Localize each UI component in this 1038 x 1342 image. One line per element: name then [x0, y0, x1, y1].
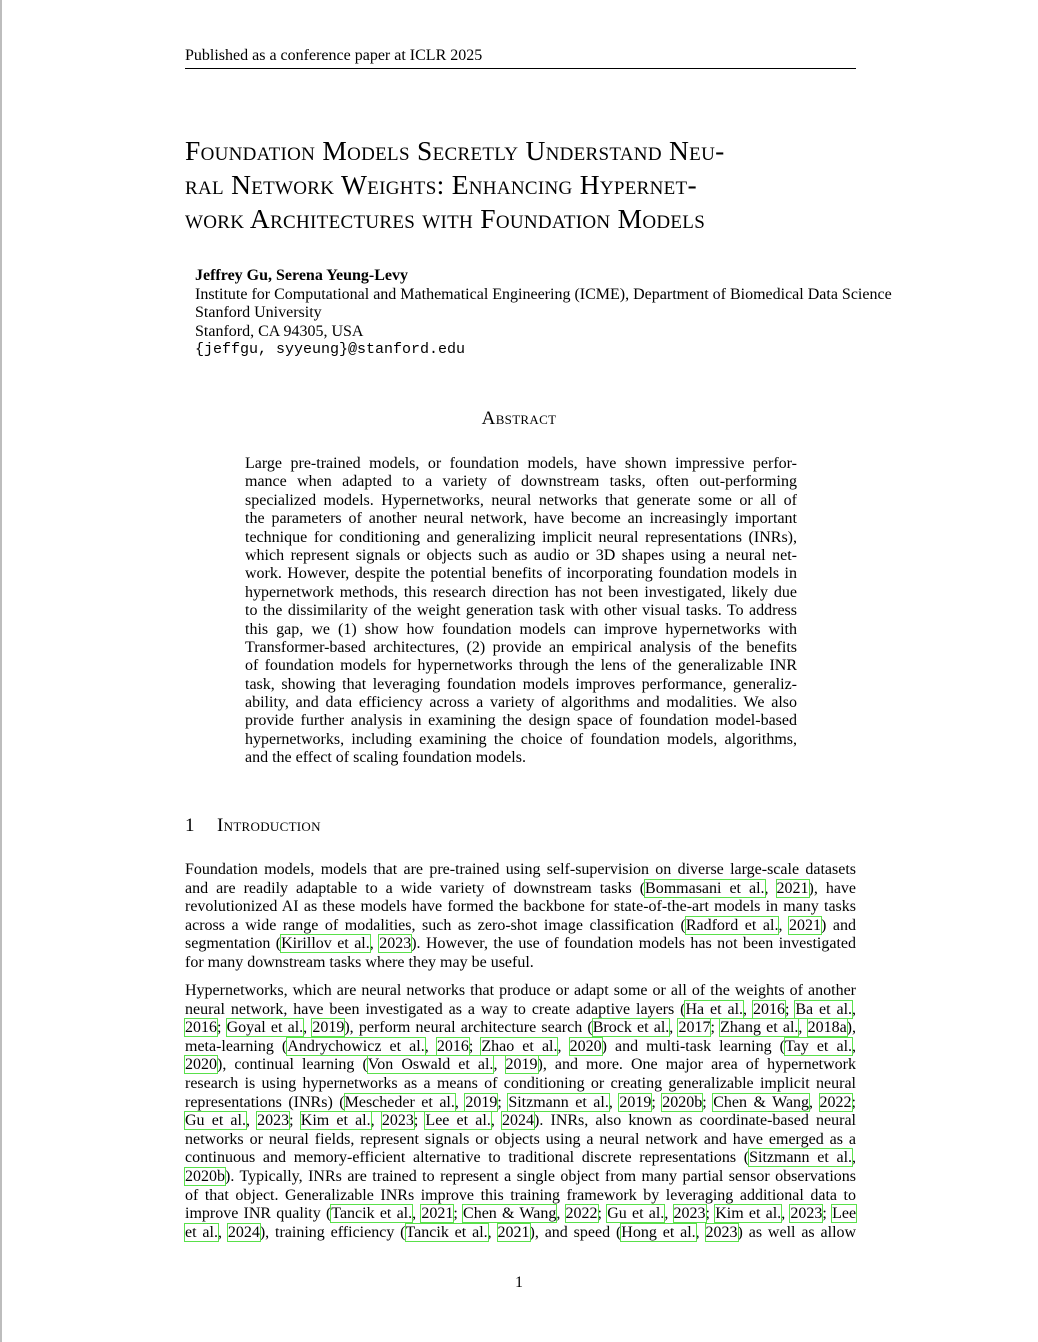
text-run: ,	[669, 1019, 679, 1037]
text-run: ,	[695, 1223, 706, 1241]
citation-link[interactable]: Chen & Wang	[713, 1093, 810, 1111]
text-run: ,	[556, 1205, 566, 1223]
abstract-line: and the effect of scaling foundation models.	[245, 749, 526, 767]
citation-link[interactable]: Tay et al.	[784, 1037, 853, 1055]
author-university: Stanford University	[195, 304, 322, 321]
title-line: Foundation Models Secretly Understand Neu-	[185, 135, 725, 166]
citation-link[interactable]: 2020	[185, 1056, 217, 1074]
text-line	[185, 1038, 856, 1057]
text-run: ,	[764, 879, 777, 897]
abstract-body	[245, 455, 797, 768]
abstract-line: the parameters of another neural network, have become an increasingly important	[245, 510, 797, 528]
citation-link[interactable]: Lee et al.	[425, 1112, 491, 1130]
abstract-line: mance when adapted to a variety of downstream tasks, often out-performing	[245, 473, 797, 491]
citation-link[interactable]: 2019	[312, 1019, 345, 1037]
citation-link[interactable]: Goyal et al.	[226, 1019, 304, 1037]
citation-link[interactable]: Andrychowicz et al.	[287, 1037, 425, 1055]
text-run: ,	[454, 1093, 466, 1111]
citation-link[interactable]: 2022	[819, 1093, 852, 1111]
text-run: ;	[289, 1112, 301, 1130]
citation-link[interactable]: Tancik et al.	[405, 1223, 488, 1241]
citation-link[interactable]: 2016	[185, 1019, 217, 1037]
page-edge	[0, 0, 2, 1342]
citation-link[interactable]: Mescheder et al.	[344, 1093, 455, 1111]
section-number: 1	[185, 815, 195, 836]
text-run: Foundation models, models that are pre-trained using self-supervision on diverse large-scale datasets	[185, 861, 856, 878]
text-run: ;	[822, 1205, 833, 1223]
citation-link[interactable]: Sitzmann et al.	[508, 1093, 609, 1111]
citation-link[interactable]: 2021	[776, 879, 809, 897]
citation-link[interactable]: 2021	[789, 916, 822, 934]
text-run: ,	[852, 1149, 857, 1167]
citation-link[interactable]: 2024	[502, 1112, 534, 1130]
citation-link[interactable]: Von Oswald et al.	[367, 1056, 494, 1074]
text-run: ,	[424, 1037, 437, 1055]
abstract-line: Large pre-trained models, or foundation models, have shown impressive perfor-	[245, 455, 797, 472]
citation-link[interactable]: 2024	[227, 1223, 260, 1241]
text-run: ;	[705, 1205, 716, 1223]
citation-link[interactable]: 2023	[673, 1205, 706, 1223]
text-run: of that object. Generalizable INRs improve this training framework by leveraging additional data to	[185, 1186, 856, 1204]
citation-link[interactable]: 2019	[465, 1093, 498, 1111]
text-run: research is using hypernetworks as a means of conditioning or creating generalizable implicit neural	[185, 1074, 856, 1092]
text-run: meta-learning (	[185, 1037, 288, 1055]
text-run: ,	[487, 1223, 498, 1241]
title-line: ral Network Weights: Enhancing Hypernet-	[185, 169, 697, 200]
text-line	[185, 1094, 856, 1113]
text-run: ) as well as allow	[737, 1223, 857, 1241]
header-rule	[185, 68, 856, 69]
author-email: {jeffgu, syyeung}@stanford.edu	[195, 341, 466, 358]
text-run: ). However, the use of foundation models has not been investigated	[411, 935, 857, 953]
text-line	[185, 1205, 856, 1224]
text-run: ,	[490, 1112, 502, 1130]
citation-link[interactable]: 2016	[752, 1000, 785, 1018]
text-run: ,	[664, 1205, 674, 1223]
citation-link[interactable]: 2016	[436, 1037, 469, 1055]
text-run: ;	[217, 1019, 227, 1037]
text-line	[185, 1056, 856, 1075]
text-run: ,	[245, 1112, 258, 1130]
text-run: ;	[702, 1093, 714, 1111]
text-run: ,	[369, 935, 380, 953]
citation-link[interactable]: Sitzmann et al.	[749, 1149, 853, 1167]
text-run: for many downstream tasks where they may be useful.	[185, 953, 534, 971]
text-line	[185, 1075, 856, 1094]
text-run: ,	[852, 1037, 857, 1055]
text-run: and are readily adaptable to a wide variety of downstream tasks (	[185, 879, 646, 897]
citation-link[interactable]: Lee	[832, 1205, 857, 1223]
text-run: ). INRs, also known as coordinate-based neural	[534, 1112, 857, 1130]
text-run: ,	[370, 1112, 382, 1130]
citation-link[interactable]: Gu et al.	[607, 1205, 665, 1223]
abstract-line: which represent signals or objects such as audio or 3D shapes using a neural net-	[245, 546, 797, 564]
text-run: ,	[781, 1205, 791, 1223]
text-line	[185, 1001, 856, 1020]
abstract-line: specialized models. Hypernetworks, neural networks that generate some or all of	[245, 491, 797, 509]
text-line	[185, 1187, 856, 1206]
text-run: ) and	[821, 916, 856, 934]
text-line	[185, 982, 856, 1001]
text-run: ),	[846, 1019, 856, 1037]
text-line	[185, 954, 856, 973]
abstract-line: hypernetworks, including examining the choice of foundation models, algorithms,	[245, 730, 797, 748]
abstract-line: technique for conditioning and generalizing implicit neural representations (INRs),	[245, 528, 797, 546]
text-run: ), training efficiency (	[259, 1223, 406, 1241]
section-heading	[185, 815, 321, 837]
text-run: representations (INRs) (	[185, 1093, 345, 1111]
running-header: Published as a conference paper at ICLR 2025	[185, 47, 483, 64]
text-run: Hypernetworks, which are neural networks that produce or adapt some or all of the weights of another	[185, 982, 856, 999]
abstract-line: to the dissimilarity of the weight generation task with other visual tasks. To address	[245, 602, 797, 620]
abstract-line: work. However, despite the potential benefits of incorporating foundation models in	[245, 565, 797, 583]
citation-link[interactable]: Ba et al.	[795, 1000, 853, 1018]
citation-link[interactable]: Tancik et al.	[331, 1205, 413, 1223]
author-block	[195, 267, 892, 360]
text-run: ,	[743, 1000, 753, 1018]
text-run: ,	[412, 1205, 422, 1223]
citation-link[interactable]: Hong et al.	[621, 1223, 696, 1241]
text-line	[185, 1112, 856, 1131]
citation-link[interactable]: 2023	[705, 1223, 738, 1241]
text-run: ), and speed (	[529, 1223, 622, 1241]
text-run: ), have	[808, 879, 857, 897]
text-run: segmentation (	[185, 935, 282, 953]
text-run: ;	[651, 1093, 663, 1111]
citation-link[interactable]: 2022	[565, 1205, 598, 1223]
text-run: ), perform neural architecture search (	[344, 1019, 593, 1037]
text-line	[185, 1168, 856, 1187]
citation-link[interactable]: 2020b	[662, 1093, 703, 1111]
abstract-line: Transformer-based architectures, (2) provide an empirical analysis of the benefits	[245, 638, 797, 656]
citation-link[interactable]: Bommasani et al.	[645, 879, 765, 897]
text-line	[185, 861, 856, 880]
text-run: ,	[852, 1000, 857, 1018]
text-run: ), continual learning (	[217, 1056, 368, 1074]
citation-link[interactable]: 2021	[497, 1223, 530, 1241]
text-run: ,	[217, 1223, 228, 1241]
paper-title	[185, 134, 885, 236]
text-run: ,	[493, 1056, 506, 1074]
intro-paragraph-2	[185, 982, 856, 1242]
text-run: ;	[413, 1112, 426, 1130]
abstract-line: hypernetwork methods, this research direction has not been investigated, likely due	[245, 583, 797, 601]
text-run: ). Typically, INRs are trained to represent a single object from many partial sensor observations	[225, 1167, 856, 1185]
citation-link[interactable]: 2019	[619, 1093, 652, 1111]
citation-link[interactable]: Kim et al.	[715, 1205, 782, 1223]
citation-link[interactable]: 2017	[678, 1019, 711, 1037]
title-line: work Architectures with Foundation Models	[185, 203, 706, 234]
text-line	[185, 1131, 856, 1150]
citation-link[interactable]: Chen & Wang	[463, 1205, 557, 1223]
text-run: ;	[710, 1019, 721, 1037]
text-run: ,	[778, 916, 790, 934]
text-line	[185, 1019, 856, 1038]
abstract-heading: Abstract	[481, 408, 557, 429]
citation-link[interactable]: 2019	[505, 1056, 538, 1074]
text-run: revolutionized AI as these models have formed the backbone for state-of-the-art models in many tasks	[185, 898, 856, 916]
citation-link[interactable]: Radford et al.	[685, 916, 779, 934]
citation-link[interactable]: Zhang et al.	[720, 1019, 799, 1037]
author-names: Jeffrey Gu, Serena Yeung-Levy	[195, 267, 409, 284]
citation-link[interactable]: Kirillov et al.	[281, 935, 370, 953]
text-run: networks or neural fields, represent signals or objects using a neural network and have emerged as a	[185, 1130, 856, 1148]
text-run: ,	[557, 1037, 570, 1055]
text-line	[185, 898, 856, 917]
text-line	[185, 935, 856, 954]
text-run: continuous and memory-efficient alternative to traditional discrete representations (	[185, 1149, 750, 1167]
abstract-line: task, showing that leveraging foundation models improves performance, generaliz-	[245, 675, 797, 693]
text-run: ;	[784, 1000, 796, 1018]
citation-link[interactable]: Kim et al.	[300, 1112, 371, 1130]
citation-link[interactable]: et al.	[185, 1223, 218, 1241]
citation-link[interactable]: 2023	[257, 1112, 290, 1130]
text-run: improve INR quality (	[185, 1205, 332, 1223]
citation-link[interactable]: Ha et al.	[685, 1000, 744, 1018]
text-run: across a wide range of modalities, such as zero-shot image classification (	[185, 916, 686, 934]
section-title: Introduction	[217, 815, 321, 836]
author-affiliation: Institute for Computational and Mathematical Engineering (ICME), Department of Biomedical Data Science	[195, 285, 892, 303]
text-run: ;	[468, 1037, 482, 1055]
text-line	[185, 880, 856, 899]
citation-link[interactable]: 2020	[569, 1037, 602, 1055]
intro-paragraph-1	[185, 861, 856, 973]
text-run: neural network, have been investigated as a way to create adaptive layers (	[185, 1000, 686, 1018]
abstract-line: this gap, we (1) show how foundation models can improve hypernetworks with	[245, 620, 797, 638]
text-run: ,	[809, 1093, 820, 1111]
text-run: ;	[497, 1093, 509, 1111]
citation-link[interactable]: 2023	[790, 1205, 823, 1223]
text-run: ;	[597, 1205, 608, 1223]
citation-link[interactable]: 2023	[381, 1112, 414, 1130]
text-run: ,	[303, 1019, 313, 1037]
text-run: ;	[453, 1205, 464, 1223]
text-run: ), and more. One major area of hypernetwork	[537, 1056, 857, 1074]
citation-link[interactable]: 2021	[421, 1205, 454, 1223]
author-address: Stanford, CA 94305, USA	[195, 322, 364, 340]
citation-link[interactable]: Gu et al.	[185, 1112, 246, 1130]
citation-link[interactable]: Zhao et al.	[481, 1037, 558, 1055]
text-line	[185, 917, 856, 936]
text-run: ) and multi-task learning (	[601, 1037, 785, 1055]
text-line	[185, 1149, 856, 1168]
citation-link[interactable]: 2023	[379, 935, 412, 953]
citation-link[interactable]: Brock et al.	[592, 1019, 670, 1037]
text-run: ;	[851, 1093, 856, 1111]
citation-link[interactable]: 2020b	[185, 1167, 225, 1185]
abstract-line: ability, and data efficiency across a variety of algorithms and modalities. We also	[245, 694, 797, 712]
text-run: ,	[608, 1093, 620, 1111]
text-line	[185, 1224, 856, 1243]
citation-link[interactable]: 2018a	[807, 1019, 847, 1037]
abstract-line: of foundation models for hypernetworks through the lens of the generalizable INR	[245, 657, 797, 675]
text-run: ,	[798, 1019, 808, 1037]
abstract-line: provide further analysis in examining the design space of foundation model-based	[245, 712, 797, 730]
page-number: 1	[515, 1274, 523, 1291]
